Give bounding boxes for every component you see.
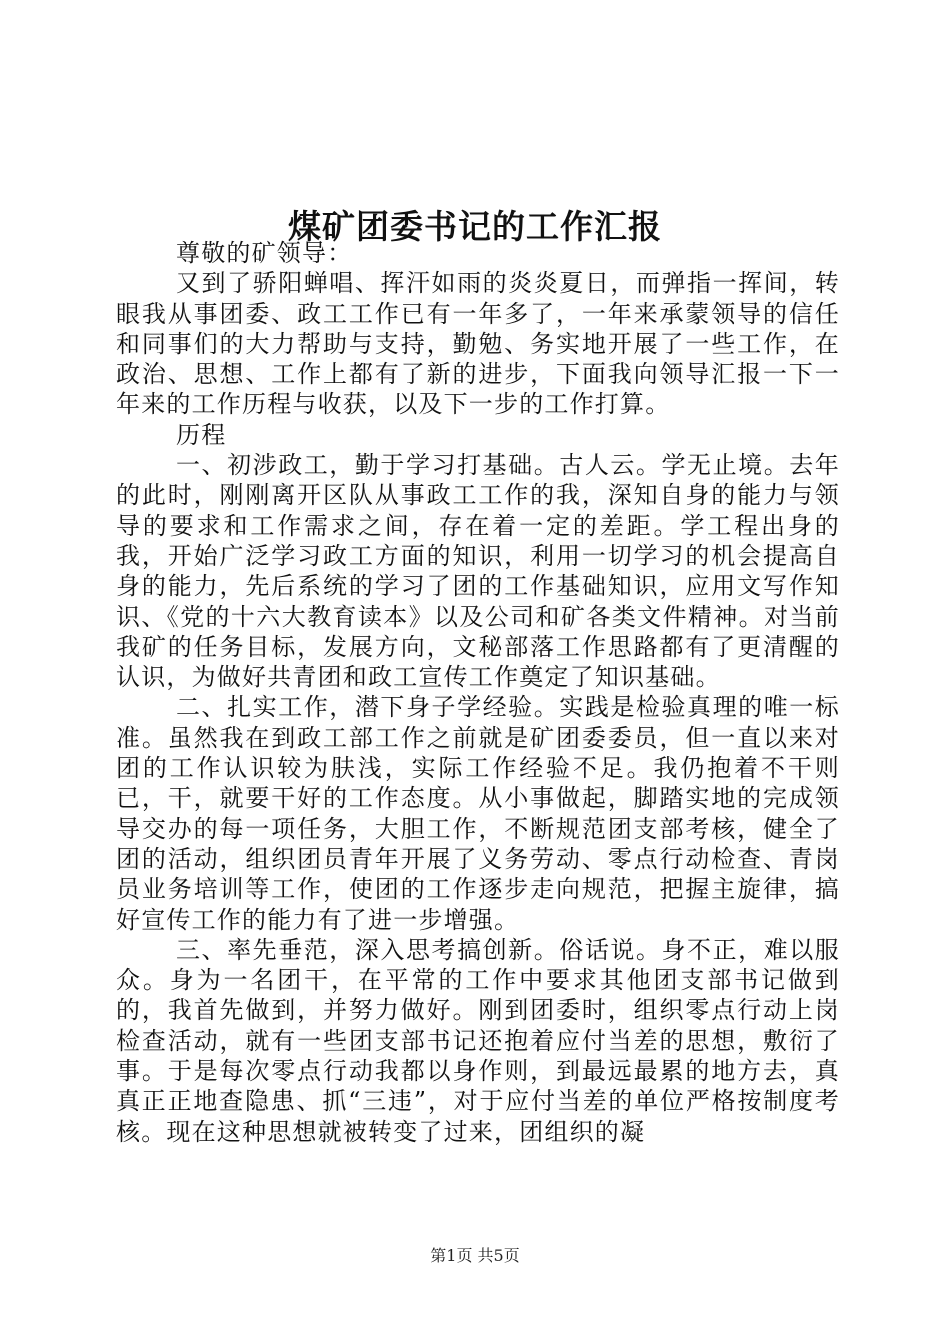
paragraph-section-1: 一、初涉政工，勤于学习打基础。古人云。学无止境。去年的此时，刚刚离开区队从事政工工作的我，深知自身的能力与领导的要求和工作需求之间，存在着一定的差距。学工程出身的我，开始广泛学习政工方面的知识，利用一切学习的机会提高自身的能力，先后系统的学习了团的工作基础知识，应用文写作知识、《党的十六大教育读本》以及公司和矿各类文件精神。对当前我矿的任务目标，发展方向，文秘部落工作思路都有了更清醒的认识，为做好共青团和政工宣传工作奠定了知识基础。 — [116, 451, 840, 692]
paragraph-intro: 又到了骄阳蝉唱、挥汗如雨的炎炎夏日，而弹指一挥间，转眼我从事团委、政工工作已有一年多了，一年来承蒙领导的信任和同事们的大力帮助与支持，勤勉、务实地开展了一些工作，在政治、思想、工作上都有了新的进步，下面我向领导汇报一下一年来的工作历程与收获，以及下一步的工作打算。 — [116, 269, 840, 419]
document-body — [116, 238, 840, 1147]
paragraph-section-3: 三、率先垂范，深入思考搞创新。俗话说。身不正，难以服众。身为一名团干，在平常的工作中要求其他团支部书记做到的，我首先做到，并努力做好。刚到团委时，组织零点行动上岗检查活动，就有一些团支部书记还抱着应付当差的思想，敷衍了事。于是每次零点行动我都以身作则，到最远最累的地方去，真真正正地查隐患、抓“三违”，对于应付当差的单位严格按制度考核。现在这种思想就被转变了过来，团组织的凝 — [116, 935, 840, 1146]
page-footer: 第1页 共5页 — [430, 1246, 520, 1265]
salutation: 尊敬的矿领导： — [176, 239, 353, 267]
section-heading: 历程 — [176, 420, 227, 449]
paragraph-section-2: 二、扎实工作，潜下身子学经验。实践是检验真理的唯一标准。虽然我在到政工部工作之前就是矿团委委员，但一直以来对团的工作认识较为肤浅，实际工作经验不足。我仍抱着不干则已，干，就要干好的工作态度。从小事做起，脚踏实地的完成领导交办的每一项任务，大胆工作，不断规范团支部考核，健全了团的活动，组织团员青年开展了义务劳动、零点行动检查、青岗员业务培训等工作，使团的工作逐步走向规范，把握主旋律，搞好宣传工作的能力有了进一步增强。 — [116, 693, 840, 934]
document-title: 煤矿团委书记的工作汇报 — [288, 207, 662, 247]
